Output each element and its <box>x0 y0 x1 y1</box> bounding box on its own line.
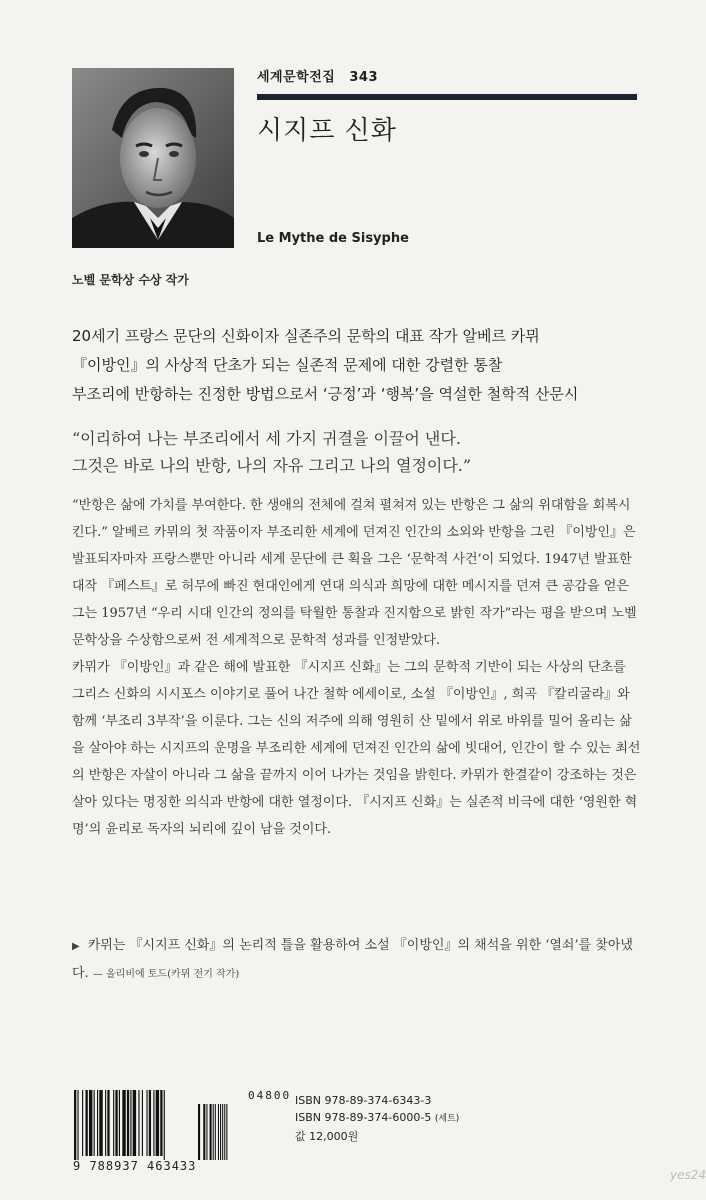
barcode-bar <box>156 1090 159 1156</box>
barcode-bar <box>77 1090 78 1160</box>
tagline-line: 『이방인』의 사상적 단초가 되는 실존적 문제에 대한 강렬한 통찰 <box>72 356 503 374</box>
barcode-bar <box>86 1090 88 1156</box>
review-author: — 올리비에 토드(카뮈 전기 작가) <box>92 969 240 980</box>
barcode-addon-bar <box>222 1104 223 1160</box>
watermark: yes24 <box>670 1168 706 1182</box>
isbn-set-label: (세트) <box>434 1114 460 1124</box>
barcode-bar <box>122 1090 125 1156</box>
barcode-bar <box>94 1090 95 1156</box>
barcode-bar <box>105 1090 106 1156</box>
pull-quote <box>72 425 652 479</box>
barcode-addon-bar <box>220 1104 221 1160</box>
barcode-addon-bar <box>218 1104 219 1160</box>
barcode-bar <box>146 1090 147 1156</box>
barcode-bar <box>130 1090 131 1156</box>
barcode-bar <box>115 1090 117 1156</box>
barcode-addon-bar <box>203 1104 205 1160</box>
description <box>72 492 642 843</box>
barcode-bar <box>107 1090 109 1156</box>
barcode-addon-digits: 04800 <box>248 1089 292 1102</box>
barcode-bar <box>133 1090 136 1156</box>
series-line <box>257 66 637 86</box>
barcode-bar <box>82 1090 83 1156</box>
barcode-bar <box>142 1090 143 1156</box>
barcode-bar <box>97 1090 98 1156</box>
quote-line: 그것은 바로 나의 반항, 나의 자유 그리고 나의 열정이다.” <box>72 456 472 475</box>
tagline-line: 부조리에 반항하는 진정한 방법으로서 ‘긍정’과 ‘행복’을 역설한 철학적 산문시 <box>72 385 579 403</box>
barcode-addon-bar <box>206 1104 207 1160</box>
barcode-digits: 9 788937 463433 <box>73 1159 197 1173</box>
barcode-bar <box>138 1090 139 1156</box>
tagline-line: 20세기 프랑스 문단의 신화이자 실존주의 문학의 대표 작가 알베르 카뮈 <box>72 327 540 345</box>
header-rule <box>257 94 637 100</box>
barcode-bar <box>74 1090 76 1160</box>
book-title: 시지프 신화 <box>257 116 397 146</box>
barcode-bar <box>113 1090 114 1156</box>
isbn-line: ISBN 978-89-374-6000-5 <box>295 1111 432 1124</box>
barcode-addon-bar <box>210 1104 212 1160</box>
tagline <box>72 322 652 409</box>
barcode-bar <box>164 1090 165 1160</box>
barcode-addon-bar <box>226 1104 227 1160</box>
price: 값 12,000원 <box>295 1130 359 1143</box>
barcode-bar <box>119 1090 120 1156</box>
award-label: 노벨 문학상 수상 작가 <box>72 273 189 287</box>
barcode-bar <box>153 1090 154 1156</box>
barcode-addon-bar <box>213 1104 214 1160</box>
barcode-addon-bar <box>198 1104 200 1160</box>
barcode-addon-bar <box>215 1104 216 1160</box>
author-photo <box>72 68 234 248</box>
description-paragraph: “반항은 삶에 가치를 부여한다. 한 생애의 전체에 걸쳐 펼쳐져 있는 반항은 그 삶의 위대함을 회복시킨다.” 알베르 카뮈의 첫 작품이자 부조리한 세계에 던져진 인간의 소외와 반항을 그린 『이방인』은 발표되자마자 프랑스뿐만 아니라 세계 문단에 큰 획을 그은 ‘문학적 사건’이 되었다. 1947년 발표한 대작 『페스트』로 허무에 빠진 현대인에게 연대 의식과 희망에 대한 메시지를 던져 큰 공감을 얻은 그는 1957년 “우리 시대 인간의 정의를 탁월한 통찰과 진지함으로 밝힌 작가”라는 평을 받으며 노벨 문학상을 수상함으로써 전 세계적으로 문학적 성과를 인정받았다. <box>72 498 637 648</box>
original-title: Le Mythe de Sisyphe <box>257 231 409 246</box>
review-text: 카뮈는 『시지프 신화』의 논리적 틀을 활용하여 소설 『이방인』의 채석을 위한 ‘열쇠’를 찾아냈다. <box>72 938 633 981</box>
series-number: 343 <box>349 70 378 85</box>
isbn-block <box>295 1092 459 1145</box>
barcode <box>74 1090 244 1160</box>
triangle-bullet-icon: ▶ <box>72 941 80 952</box>
barcode-bar <box>99 1090 102 1156</box>
barcode-addon-bar <box>224 1104 225 1160</box>
description-paragraph: 카뮈가 『이방인』과 같은 해에 발표한 『시지프 신화』는 그의 문학적 기반이 되는 사상의 단초를 그리스 신화의 시시포스 이야기로 풀어 나간 철학 에세이로, 소설 『이방인』, 희곡 『칼리굴라』와 함께 ‘부조리 3부작’을 이룬다. 그는 신의 저주에 의해 영원히 산 밑에서 위로 바위를 밀어 올리는 삶을 살아야 하는 시지프의 운명을 부조리한 세계에 던져진 인간의 삶에 빗대어, 인간이 할 수 있는 최선의 반항은 자살이 아니라 그 삶을 끝까지 이어 나가는 것임을 밝힌다. 카뮈가 한결같이 강조하는 것은 살아 있다는 명징한 의식과 반항에 대한 열정이다. 『시지프 신화』는 실존적 비극에 대한 ‘영원한 혁명’의 윤리로 독자의 뇌리에 깊이 남을 것이다. <box>72 660 641 837</box>
isbn-line: ISBN 978-89-374-6343-3 <box>295 1094 432 1107</box>
barcode-bar <box>149 1090 151 1156</box>
review-quote <box>72 932 642 988</box>
barcode-bar <box>89 1090 92 1156</box>
barcode-bar <box>127 1090 129 1156</box>
series-name: 세계문학전집 <box>257 70 336 85</box>
barcode-bar <box>160 1090 162 1156</box>
quote-line: “이리하여 나는 부조리에서 세 가지 귀결을 이끌어 낸다. <box>72 429 461 448</box>
isbn-set-line <box>295 1109 459 1128</box>
